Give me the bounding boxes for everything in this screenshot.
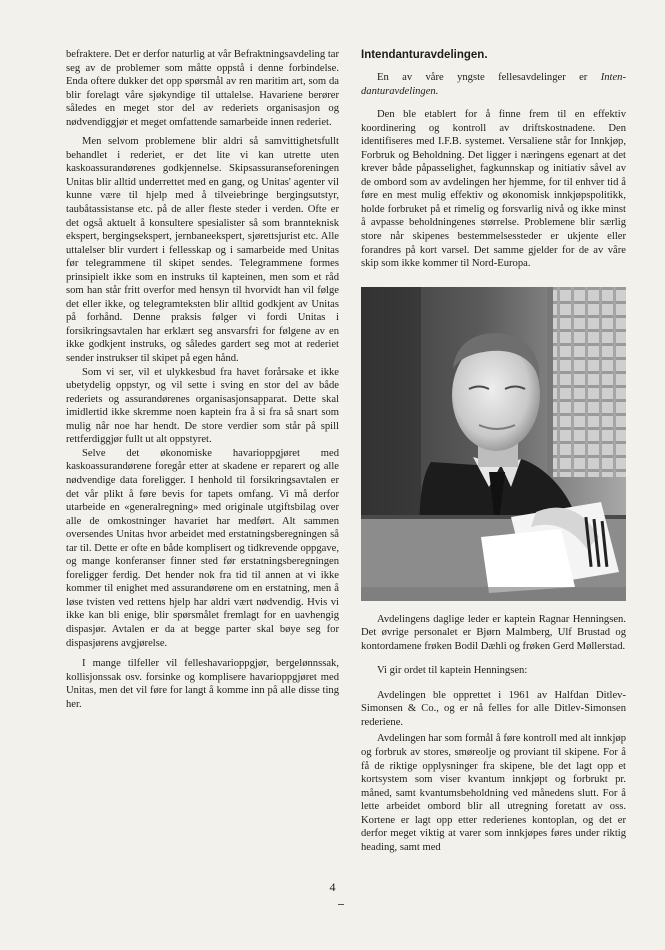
body-paragraph: Den ble etablert for å finne frem til en effektiv koordinering og kontroll av driftskostnadene. Den identifiseres med I.F.B. systemet. Versaliene står for Innkjøp, Forbruk og Beholdning. Det ligger i næringens egenart at det krever både påpasselighet, fagkunnskap og initiativ såvel av de ombord som av avdelingen her hjemme, for til enhver tid å føre en mest mulig effektiv og økonomisk innkjøpspolitikk, holde forbruket på et rimelig og forsvarlig nivå og ikke minst å avpasse beholdningenes størrelse. Problemene blir særlig store når skipenes bestemmelsessteder er ukjente eller forandres på kort varsel. Det samme gjelder for de av våre skip som ikke kommer til Nord-Europa. [361,109,626,270]
page-mark [338,904,344,905]
lead-italic-text: Intendanturavdelingen. [361,72,626,97]
body-paragraph: Selve det økonomiske havarioppgjøret med kaskoassurandørene foregår etter at skadene er reparert og alle nødvendige data foreligger. I henhold til forsikringsavtalen er det vår plikt å føre bevis for tapets omfang. Vi må derfor utarbeide en «generalregning» med originale utgiftsbilag over alle de omkostninger havariet har medført. Alt sammen oversendes Unitas hvor arbeidet med erstatningsberegningen så tar til. Dette er ofte en både komplisert og tidkrevende oppgave, og mange konferanser finner sted før erstatningsberegningen foreligger ferdig. Det hender nok fra tid til annen at vi ikke kommer til enighet med assurandørene om en erstatning, men å løse tvisten ved rettens hjelp har aldri vært nødvendig. Hvis vi ikke kan bli enige, blir spørsmålet fremlagt for en uavhengig dispasjør. Avtalen er da at begge parter skal bøye seg for dispasjørens avgjørelse. [66,447,339,649]
body-paragraph: I mange tilfeller vil felleshavarioppgjør, bergelønnssak, kollisjonssak osv. forsinke og komplisere havarioppgjøret med Unitas, men det vil føre for langt å komme inn på alle disse ting her. [66,658,339,710]
portrait-photo [361,287,626,601]
portrait-photo-icon [361,287,626,601]
page-number: 4 [329,880,336,894]
lead-paragraph [361,71,626,98]
body-paragraph: Avdelingen har som formål å føre kontroll med alt innkjøp og forbruk av stores, smøreolje og proviant til skipene. For å få de riktige opplysninger fra skipene, ble det lagt opp et kortsystem som viser kvantum innkjøpt og forbrukt pr. måned, samt kvantumsbeholdning ved månedens slutt. For å lette arbeidet ombord blir all utregning foretatt av oss. Kortene er lagt opp etter rederienes kontoplan, og det er derfor meget viktig at varer som innkjøpes føres under riktig heading, samt med [361,733,626,853]
body-paragraph: befraktere. Det er derfor naturlig at vår Befraktningsavdeling tar seg av de problemer som måtte oppstå i denne forbindelse. Enda oftere dukker det opp spørsmål av ren maritim art, som da blir forelagt våre sjøkyndige til uttalelse. Havariene berører således en meget stor del av rederiets organisasjon og nødvendiggjør et meget omfattende samarbeide innen rederiet. [66,49,339,128]
lead-text: En av våre yngste fellesavdelinger er [377,72,601,83]
body-paragraph: Avdelingen ble opprettet i 1961 av Halfdan Ditlev-Simonsen & Co., og er nå felles for alle Ditlev-Simonsen rederiene. [361,689,626,728]
body-paragraph: Men selvom problemene blir aldri så samvittighetsfullt behandlet i rederiet, er det lite vi kan utrette uten kaskoassurandørenes godkjennelse. Skipsassuranseforeningen Unitas blir alltid underrettet med en gang, og Unitas' agenter vil kunne være til hjelp med å tilveiebringe bergingsutstyr, taubåtassistanse etc. på de aller fleste steder i verden. Ofte er det også aktuelt å konsultere spesialister så som brannteknisk ekspert, bergingsekspert, jernbaneekspert, sjørettsjurist etc. Alle uttalelser blir vurdert i fellesskap og i samarbeide med Unitas før telegrammene til skipet sendes. Telegrammene formes prinsipielt ikke som en instruks til kapteinen, men som et råd som han står fritt overfor med hensyn til hvorvidt han vil følge det eller ikke, og telegramteksten blir alltid godkjent av Unitas på forhånd. Denne praksis følger vi fordi Unitas i forsikringsavtalen har erklært seg ansvarsfri for følgene av en ikke godkjent instruks, og således gardert seg mot at rederiet sender instrukser til skipet på egen hånd. [66,136,339,365]
left-column [66,48,339,711]
right-column [361,48,626,854]
photo-caption: Avdelingens daglige leder er kaptein Ragnar Henningsen. Det øvrige personalet er Bjørn Malmberg, Ulf Brustad og kontordamene frøken Bodil Dæhli og frøken Gerd Møllerstad. [361,613,626,652]
body-paragraph: Som vi ser, vil et ulykkesbud fra havet forårsake et ikke ubetydelig oppstyr, og vil sette i sving en stor del av både rederiets og assurandørenes organisasjonsapparat. Dette skal imidlertid ikke skremme noen kaptein fra å si fra så snart som mulig når noe har hendt. De store verdier som står på spill rettferdiggjør fullt ut alt oppstyret. [66,366,339,446]
intro-line: Vi gir ordet til kaptein Henningsen: [377,665,528,677]
section-heading: Intendanturavdelingen. [361,49,488,61]
